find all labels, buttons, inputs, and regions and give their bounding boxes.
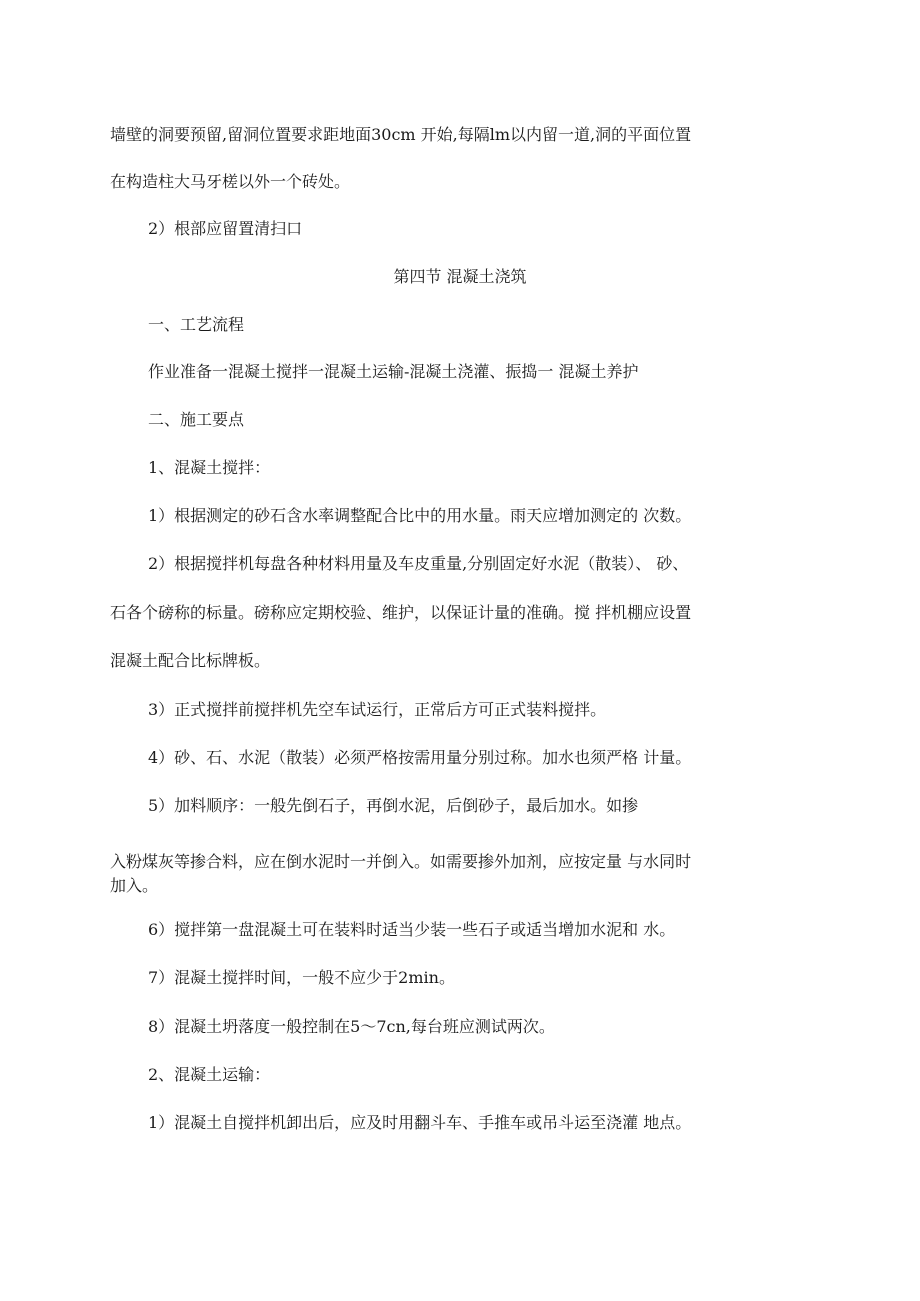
subheading: 一、工艺流程 [148, 315, 245, 334]
list-item: 1）混凝土自搅拌机卸出后，应及时用翻斗车、手推车或吊斗运至浇灌 地点。 [148, 1113, 692, 1132]
list-item: 3）正式搅拌前搅拌机先空车试运行，正常后方可正式装料搅拌。 [148, 700, 607, 719]
paragraph-line: 入粉煤灰等掺合料，应在倒水泥时一并倒入。如需要掺外加剂，应按定量 与水同时 [110, 852, 692, 871]
subheading: 二、施工要点 [148, 410, 245, 429]
list-item: 4）砂、石、水泥（散装）必须严格按需用量分别过称。加水也须严格 计量。 [148, 748, 692, 767]
paragraph-line: 在构造柱大马牙槎以外一个砖处。 [110, 172, 351, 191]
list-item: 6）搅拌第一盘混凝土可在装料时适当少装一些石子或适当增加水泥和 水。 [148, 920, 676, 939]
paragraph-line: 墙壁的洞要预留,留洞位置要求距地面30cm 开始,每隔lm以内留一道,洞的平面位置 [110, 125, 692, 144]
subheading: 2、混凝土运输： [148, 1065, 271, 1084]
list-item: 1）根据测定的砂石含水率调整配合比中的用水量。雨天应增加测定的 次数。 [148, 506, 692, 525]
paragraph-line: 混凝土配合比标牌板。 [110, 651, 271, 670]
list-item: 5）加料顺序：一般先倒石子，再倒水泥，后倒砂子，最后加水。如掺 [148, 796, 639, 815]
paragraph-line: 作业准备一混凝土搅拌一混凝土运输-混凝土浇灌、振捣一 混凝土养护 [148, 362, 639, 381]
paragraph-line: 加入。 [110, 876, 159, 895]
list-item: 2）根部应留置清扫口 [148, 219, 303, 238]
list-item: 8）混凝土坍落度一般控制在5～7cn,每台班应测试两次。 [148, 1017, 555, 1036]
list-item: 2）根据搅拌机每盘各种材料用量及车皮重量,分别固定好水泥（散装）、 砂、 [148, 554, 689, 573]
section-heading: 第四节 混凝土浇筑 [393, 267, 527, 286]
list-item: 7）混凝土搅拌时间，一般不应少于2min。 [148, 968, 455, 987]
paragraph-line: 石各个磅称的标量。磅称应定期校验、维护，以保证计量的准确。搅 拌机棚应设置 [110, 603, 692, 622]
subheading: 1、混凝土搅拌： [148, 458, 271, 477]
